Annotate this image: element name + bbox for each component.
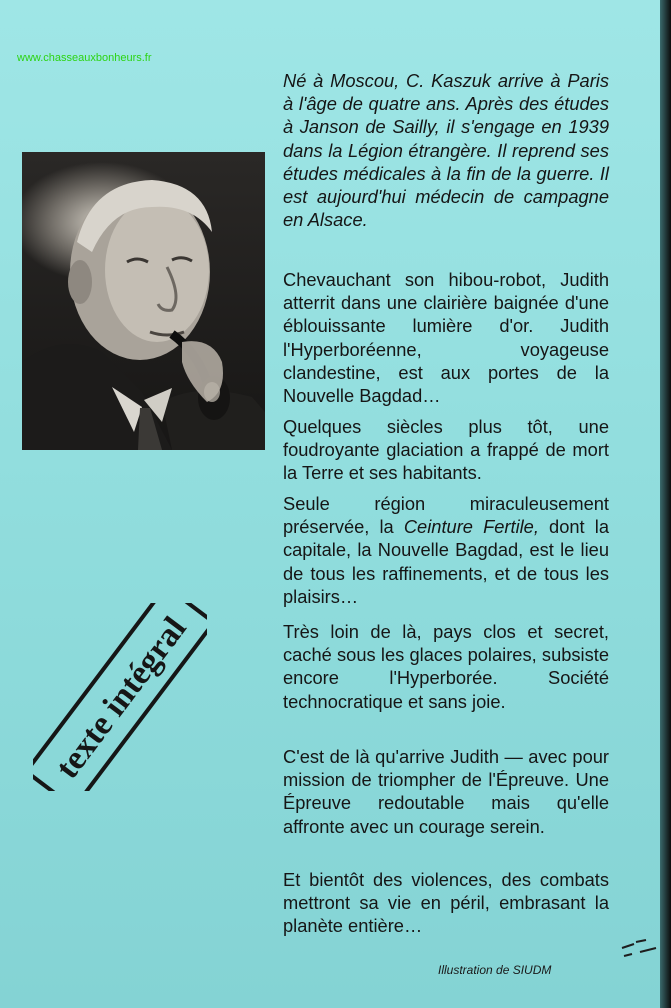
synopsis-paragraph-6: Et bientôt des violences, des combats mettront sa vie en péril, embrasant la planète entière…	[283, 869, 609, 937]
synopsis-paragraph-4: Très loin de là, pays clos et secret, caché sous les glaces polaires, subsiste encore l'Hyperborée. Société technocratique et sans joie.	[283, 621, 609, 712]
synopsis-paragraph-3	[283, 492, 609, 608]
stamp-label: texte intégral	[48, 610, 194, 786]
synopsis-paragraph-3-text-before: Seule région miraculeusement préservée, la	[283, 493, 609, 538]
author-bio: Né à Moscou, C. Kaszuk arrive à Paris à l'âge de quatre ans. Après des études à Janson de Sailly, il s'engage en 1939 dans la Légion étrangère. Il reprend ses études médicales à la fin de la guerre. Il est aujourd'hui médecin de campagne en Alsace.	[283, 70, 609, 231]
ceinture-fertile-italic: Ceinture Fertile,	[403, 516, 539, 538]
synopsis-paragraph-2: Quelques siècles plus tôt, une foudroyante glaciation a frappé de mort la Terre et ses habitants.	[283, 416, 609, 484]
author-photo	[22, 152, 265, 450]
watermark-text[interactable]: www.chasseauxbonheurs.fr	[17, 52, 152, 64]
synopsis-paragraph-5: C'est de là qu'arrive Judith — avec pour mission de triompher de l'Épreuve. Une Épreuve redoutable mais qu'elle affronte avec un courage serein.	[283, 746, 609, 837]
synopsis-paragraph-1: Chevauchant son hibou-robot, Judith atterrit dans une clairière baignée d'une éblouissante lumière d'or. Judith l'Hyperboréenne, voyageuse clandestine, est aux portes de la Nouvelle Bagdad…	[283, 269, 609, 407]
texte-integral-stamp	[33, 603, 207, 791]
illustration-credit: Illustration de SIUDM	[438, 963, 552, 977]
synopsis-paragraph-3-text-after: dont la capitale, la Nouvelle Bagdad, est le lieu de tous les raffinements, et de tous les plaisirs…	[283, 516, 609, 607]
spine-shadow	[660, 0, 671, 1008]
corner-scribble-mark	[620, 930, 660, 970]
author-portrait-illustration	[22, 152, 265, 450]
